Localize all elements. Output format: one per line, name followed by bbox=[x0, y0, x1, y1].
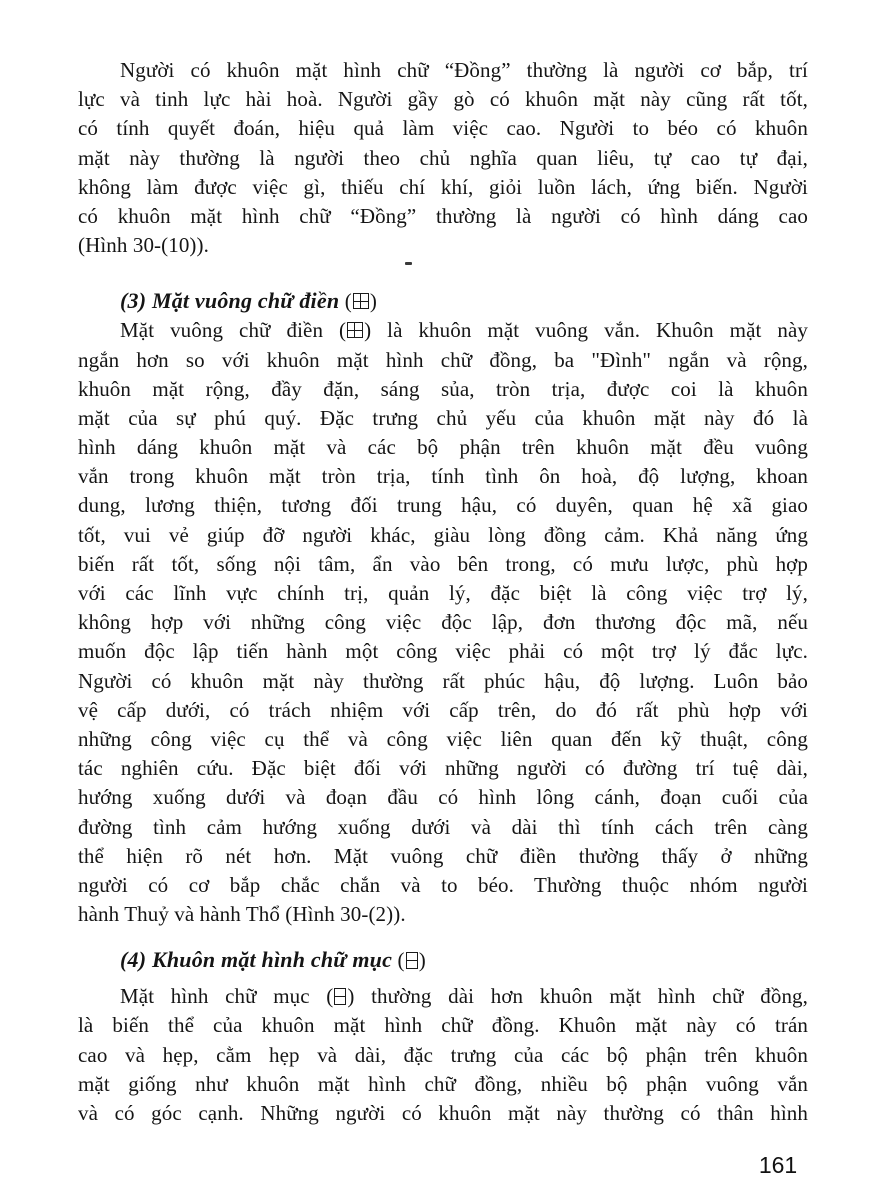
text-line: khuôn mặt rộng, đầy đặn, sáng sủa, tròn trịa, được coi là khuôn bbox=[78, 376, 808, 401]
text-line: biến rất tốt, sống nội tâm, ẩn vào bên trong, có mưu lược, phù hợp bbox=[78, 551, 808, 576]
text-line: những công việc cụ thể và công việc liên quan đến kỹ thuật, công bbox=[78, 726, 808, 751]
muc-character-glyph bbox=[334, 988, 346, 1005]
text-line: Người có khuôn mặt này thường rất phúc hậu, độ lượng. Luôn bảo bbox=[78, 668, 808, 693]
text-line: Người có khuôn mặt hình chữ “Đồng” thường là người cơ bắp, trí bbox=[120, 58, 808, 82]
dien-character-glyph bbox=[347, 322, 363, 338]
text-line: người có cơ bắp chắc chắn và to béo. Thường thuộc nhóm người bbox=[78, 872, 808, 897]
text-line: muốn độc lập tiến hành một công việc phải có một trợ lý đắc lực. bbox=[78, 639, 808, 664]
text-line: tác nghiên cứu. Đặc biệt đối với những người có đường trí tuệ dài, bbox=[78, 756, 808, 781]
text-line: có khuôn mặt hình chữ “Đồng” thường là người có hình dáng cao bbox=[78, 203, 808, 228]
text-line: mặt của sự phú quý. Đặc trưng chủ yếu của khuôn mặt này đó là bbox=[78, 405, 808, 430]
text-line: mặt giống như khuôn mặt hình chữ đồng, nhiều bộ phận vuông vắn bbox=[78, 1071, 808, 1096]
text-line: (Hình 30-(10)). bbox=[78, 233, 209, 258]
text-line: và có góc cạnh. Những người có khuôn mặt này thường có thân hình bbox=[78, 1101, 808, 1125]
text-line: hình dáng khuôn mặt và các bộ phận trên khuôn mặt đều vuông bbox=[78, 435, 808, 460]
text-line: là biến thể của khuôn mặt hình chữ đồng. Khuôn mặt này có trán bbox=[78, 1013, 808, 1038]
text-line: thể hiện rõ nét hơn. Mặt vuông chữ điền thường thấy ở những bbox=[78, 843, 808, 868]
text-line: Mặt vuông chữ điền ( ) là khuôn mặt vuông vắn. Khuôn mặt này bbox=[120, 318, 808, 343]
text-line: lực và tinh lực hài hoà. Người gầy gò có khuôn mặt này cũng rất tốt, bbox=[78, 87, 808, 112]
text-line: tốt, vui vẻ giúp đỡ người khác, giàu lòng đồng cảm. Khả năng ứng bbox=[78, 522, 808, 547]
text-line: vệ cấp dưới, có trách nhiệm với cấp trên, do đó rất phù hợp với bbox=[78, 697, 808, 722]
text-line: có tính quyết đoán, hiệu quả làm việc cao. Người to béo có khuôn bbox=[78, 116, 808, 141]
dien-character-glyph bbox=[353, 293, 369, 309]
text-line: đường tình cảm hướng xuống dưới và dài thì tính cách trên càng bbox=[78, 814, 808, 839]
section-heading bbox=[78, 945, 808, 975]
section-heading-cjk: ( ) bbox=[392, 948, 426, 973]
page-number: 161 bbox=[758, 1152, 798, 1178]
text-line: với các lĩnh vực chính trị, quản lý, đặc biệt là công việc trợ lý, bbox=[78, 581, 808, 605]
text-line: hướng xuống dưới và đoạn đầu có hình lông cánh, đoạn cuối của bbox=[78, 785, 808, 810]
section-heading bbox=[78, 286, 808, 316]
text-line: vắn trong khuôn mặt tròn trịa, tính tình ôn hoà, độ lượng, khoan bbox=[78, 464, 808, 489]
text-line: cao và hẹp, cằm hẹp và dài, đặc trưng của các bộ phận trên khuôn bbox=[78, 1042, 808, 1067]
text-block bbox=[78, 56, 808, 1128]
text-line: không hợp với những công việc độc lập, đơn thương độc mã, nếu bbox=[78, 610, 808, 635]
scan-artifact bbox=[405, 262, 412, 265]
section-heading-cjk: ( ) bbox=[339, 289, 378, 314]
text-line: ngắn hơn so với khuôn mặt hình chữ đồng, ba "Đình" ngắn và rộng, bbox=[78, 347, 808, 372]
text-line: dung, lương thiện, tương đối trung hậu, có duyên, quan hệ xã giao bbox=[78, 493, 808, 518]
muc-character-glyph bbox=[406, 952, 418, 969]
text-line: Mặt hình chữ mục ( ) thường dài hơn khuôn mặt hình chữ đồng, bbox=[120, 984, 808, 1009]
section-heading-label: (4) Khuôn mặt hình chữ mục bbox=[120, 947, 393, 973]
section-heading-label: (3) Mặt vuông chữ điền bbox=[120, 288, 340, 314]
text-line: không làm được việc gì, thiếu chí khí, giỏi luồn lách, ứng biến. Người bbox=[78, 174, 808, 199]
text-line: mặt này thường là người theo chủ nghĩa quan liêu, tự cao tự đại, bbox=[78, 145, 808, 170]
text-line: hành Thuỷ và hành Thổ (Hình 30-(2)). bbox=[78, 902, 406, 927]
